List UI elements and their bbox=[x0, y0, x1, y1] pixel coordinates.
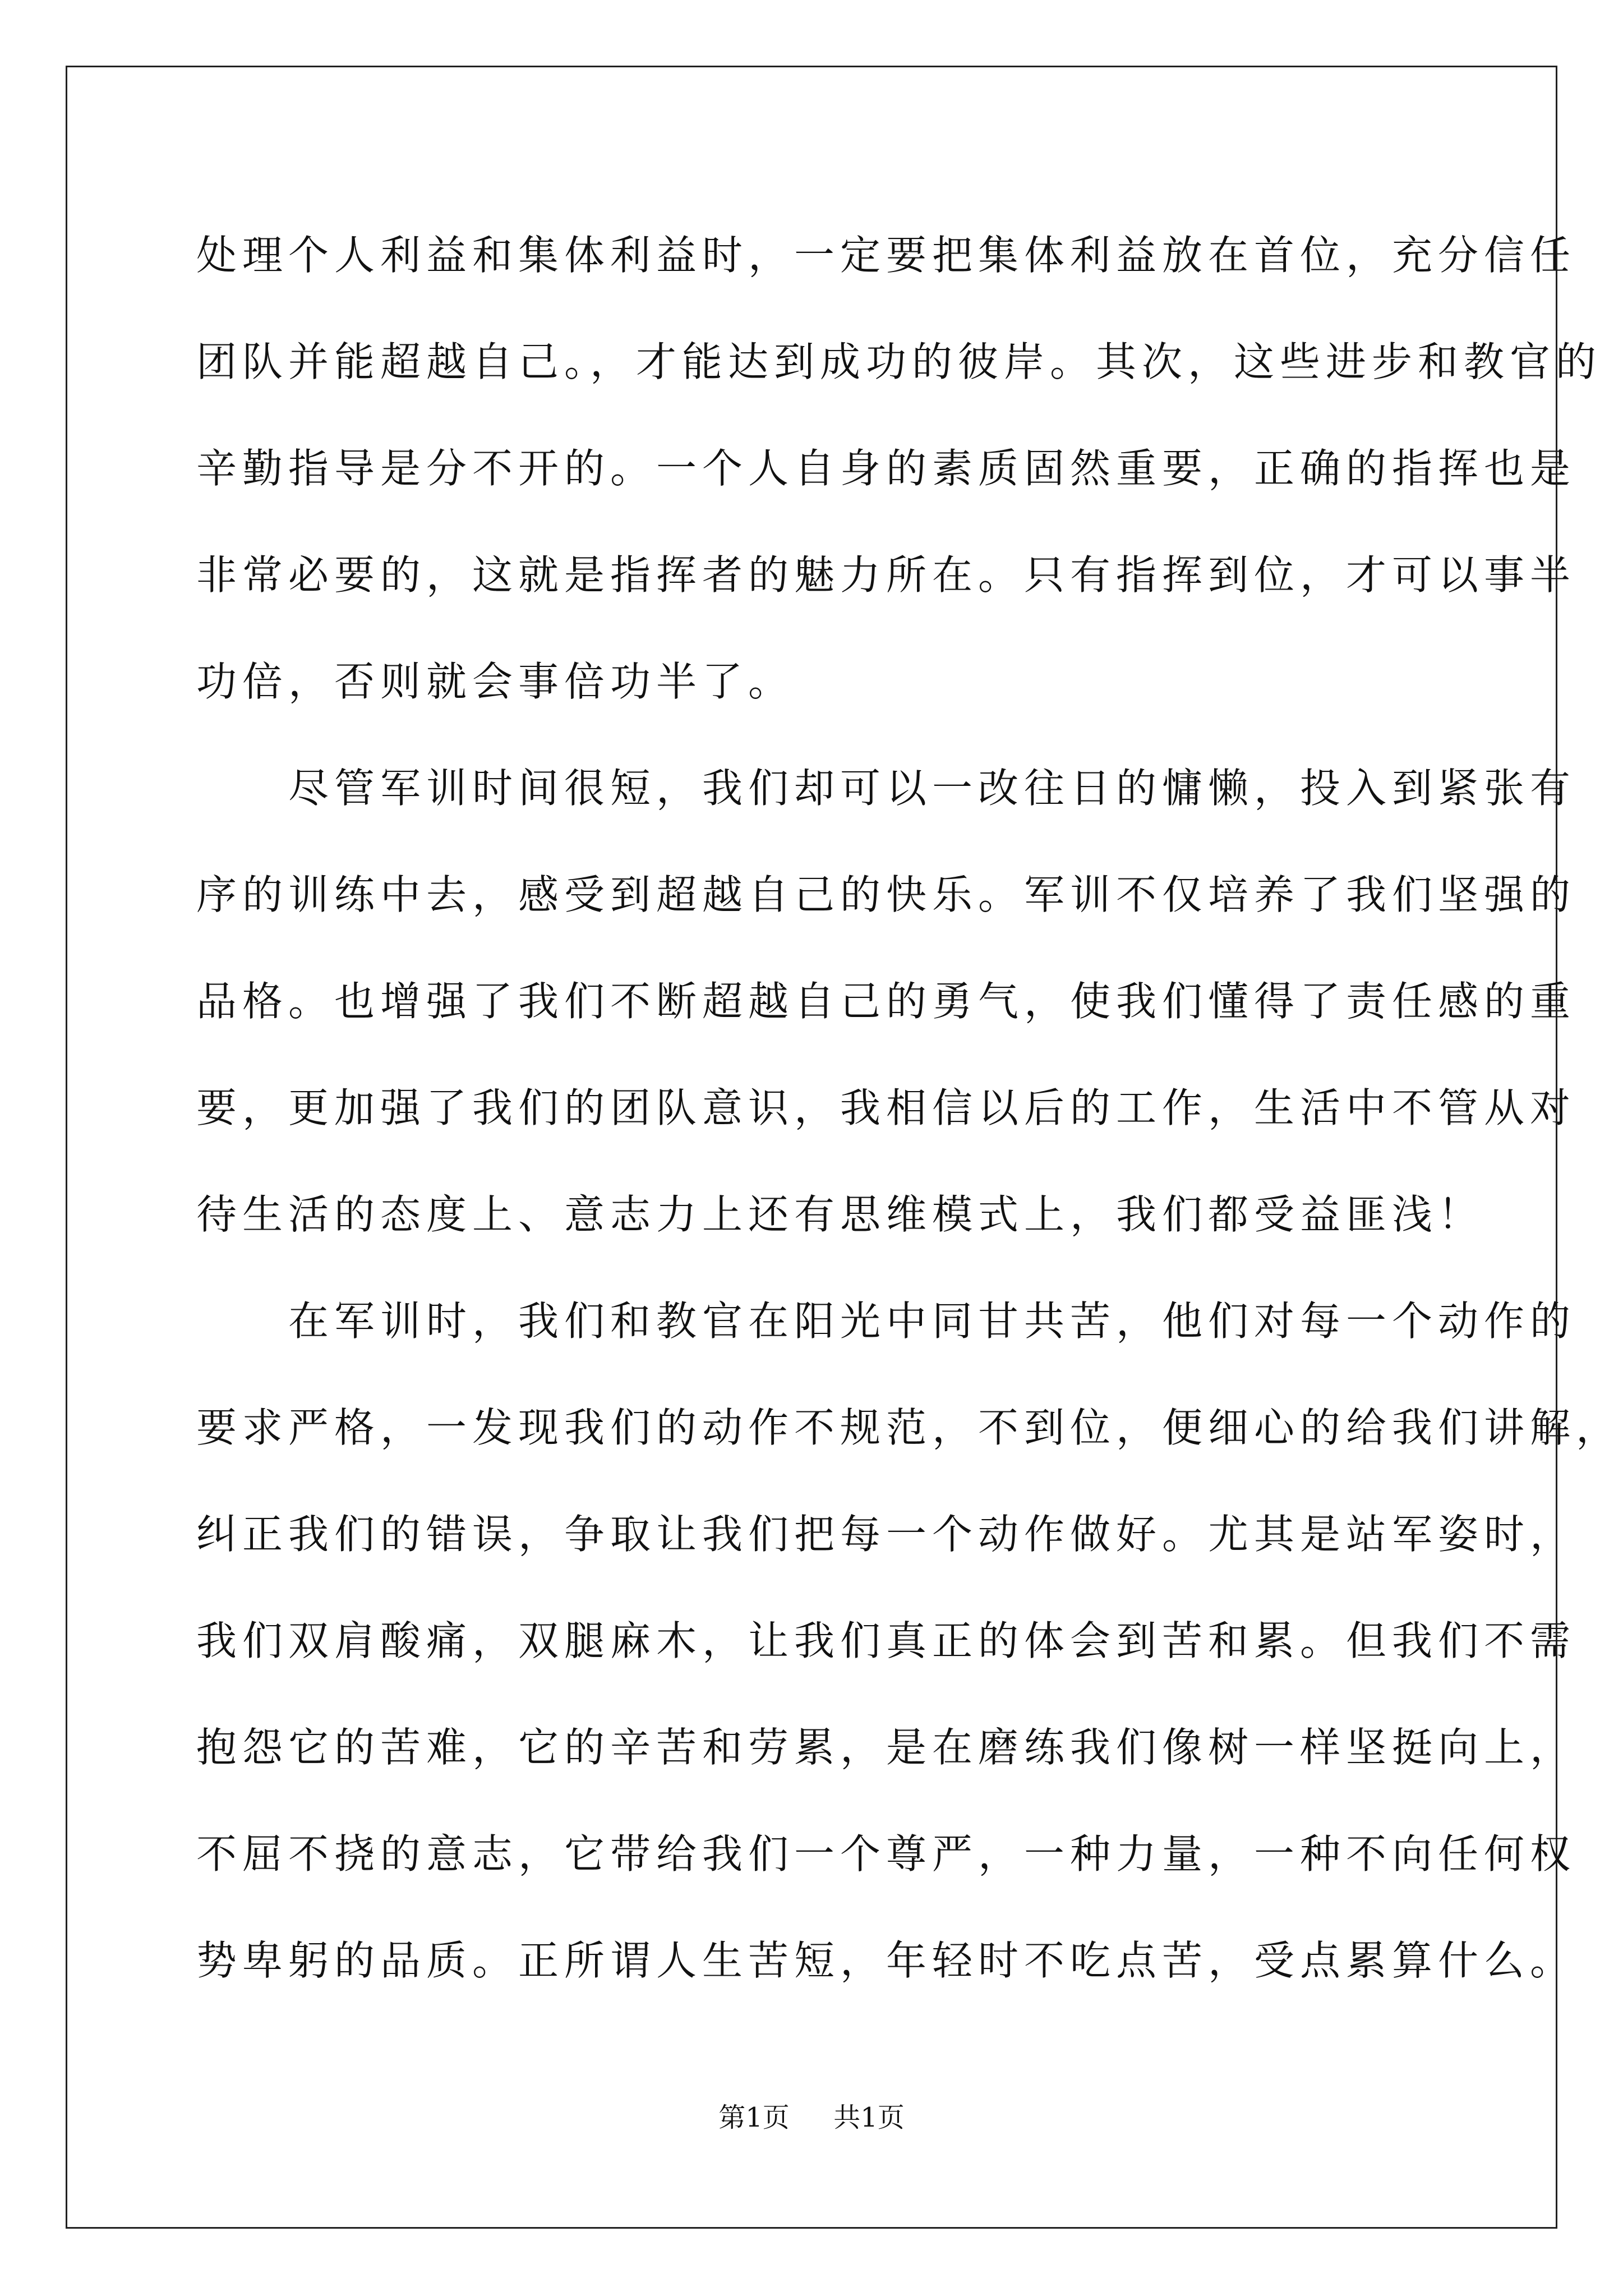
paragraph-3 bbox=[196, 1268, 1622, 2014]
text-line: 团队并能超越自己。，才能达到成功的彼岸。其次，这些进步和教官的 bbox=[196, 338, 1602, 385]
page-footer bbox=[0, 2101, 1623, 2134]
paragraph-1 bbox=[196, 202, 1602, 735]
text-line: 功倍，否则就会事倍功半了。 bbox=[196, 658, 795, 705]
text-line: 势卑躬的品质。正所谓人生苦短，年轻时不吃点苦，受点累算什么。 bbox=[196, 1937, 1576, 1984]
text-line: 辛勤指导是分不开的。一个人自身的素质固然重要，正确的指挥也是 bbox=[196, 445, 1576, 492]
text-line: 我们双肩酸痛，双腿麻木，让我们真正的体会到苦和累。但我们不需 bbox=[196, 1617, 1576, 1664]
text-line: 在军训时，我们和教官在阳光中同甘共苦，他们对每一个动作的 bbox=[196, 1297, 1576, 1345]
paragraph-2 bbox=[196, 735, 1576, 1268]
text-line: 要，更加强了我们的团队意识，我相信以后的工作，生活中不管从对 bbox=[196, 1084, 1576, 1131]
document-body bbox=[196, 202, 1622, 2014]
text-line: 非常必要的，这就是指挥者的魅力所在。只有指挥到位，才可以事半 bbox=[196, 551, 1576, 599]
text-line: 处理个人利益和集体利益时，一定要把集体利益放在首位，充分信任 bbox=[196, 232, 1576, 279]
text-line: 抱怨它的苦难，它的辛苦和劳累，是在磨练我们像树一样坚挺向上， bbox=[196, 1724, 1576, 1771]
text-line: 不屈不挠的意志，它带给我们一个尊严，一种力量，一种不向任何权 bbox=[196, 1830, 1576, 1878]
text-line: 待生活的态度上、意志力上还有思维模式上，我们都受益匪浅！ bbox=[196, 1191, 1484, 1238]
text-line: 纠正我们的错误，争取让我们把每一个动作做好。尤其是站军姿时， bbox=[196, 1511, 1576, 1558]
page-total: 共1页 bbox=[833, 2102, 905, 2133]
page-number: 第1页 bbox=[718, 2102, 790, 2133]
text-line: 序的训练中去，感受到超越自己的快乐。军训不仅培养了我们坚强的 bbox=[196, 871, 1576, 918]
text-line: 要求严格，一发现我们的动作不规范，不到位，便细心的给我们讲解， bbox=[196, 1404, 1622, 1451]
text-line: 尽管军训时间很短，我们却可以一改往日的慵懒，投入到紧张有 bbox=[196, 765, 1576, 812]
text-line: 品格。也增强了我们不断超越自己的勇气，使我们懂得了责任感的重 bbox=[196, 978, 1576, 1025]
